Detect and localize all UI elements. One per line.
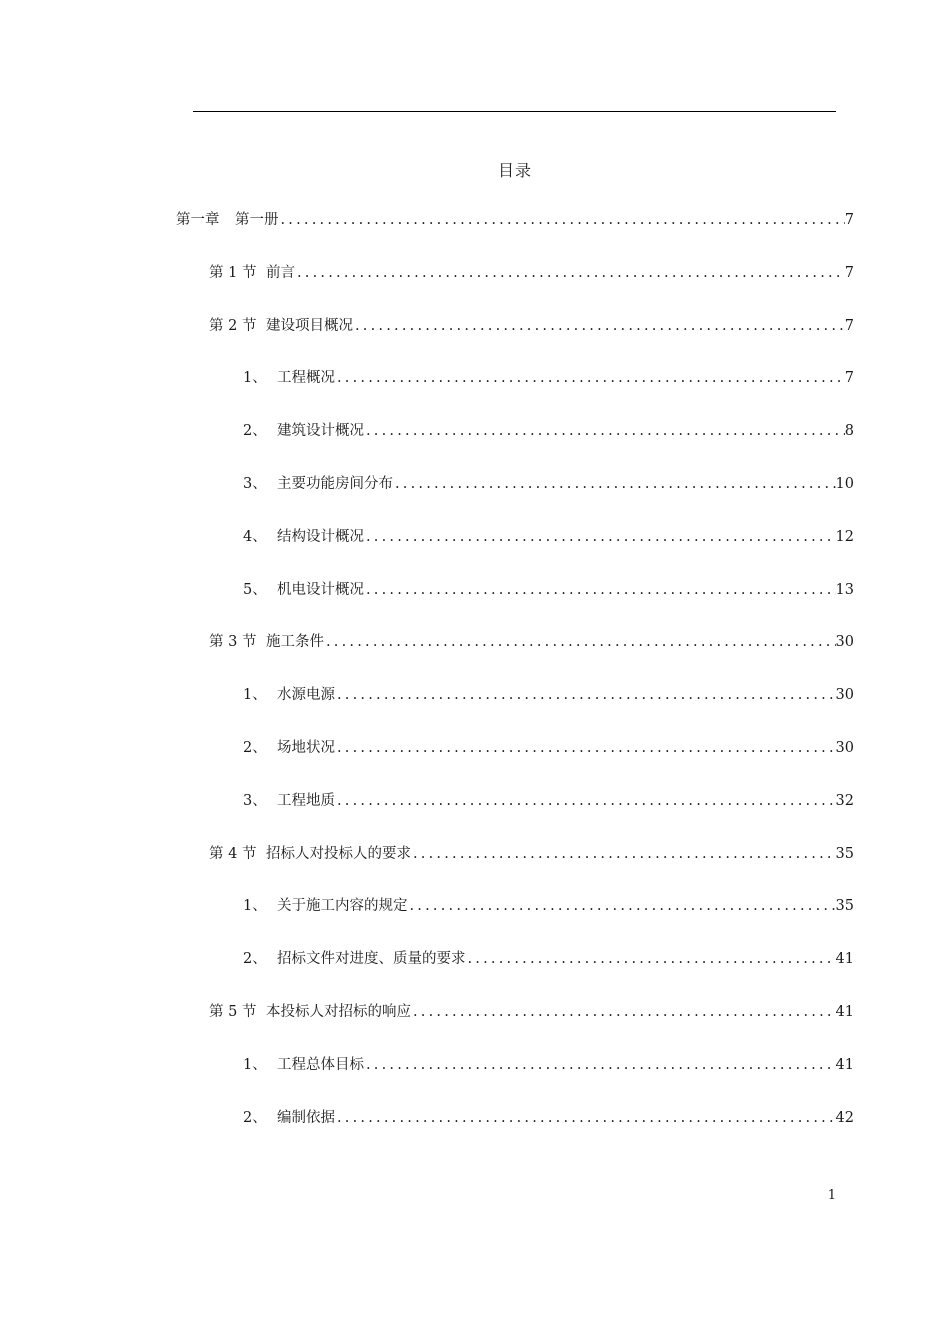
toc-dot-leader (295, 258, 845, 288)
toc-dot-leader (466, 944, 836, 974)
toc-title: 目录 (497, 161, 532, 180)
toc-entry-page: 41 (835, 1057, 854, 1073)
toc-entry[interactable] (209, 997, 854, 1027)
toc-entry-title: 水源电源 (277, 687, 335, 703)
toc-entry[interactable] (243, 575, 854, 605)
toc-entry-page: 13 (835, 582, 854, 598)
toc-entry-title: 主要功能房间分布 (277, 476, 393, 492)
toc-entry-title: 工程概况 (277, 370, 335, 386)
toc-entry-title: 前言 (266, 265, 295, 281)
toc-entry-number: 第 4 节 (209, 846, 257, 862)
toc-entry[interactable] (243, 469, 854, 499)
toc-entry-number: 第 1 节 (209, 265, 257, 281)
toc-dot-leader (335, 733, 836, 763)
toc-entry[interactable] (243, 786, 854, 816)
toc-entry-title: 施工条件 (266, 634, 324, 650)
toc-entry-page: 30 (835, 740, 854, 756)
toc-entry-page: 30 (835, 687, 854, 703)
toc-dot-leader (324, 627, 836, 657)
toc-entry-title: 建设项目概况 (266, 318, 353, 334)
toc-entry-page: 35 (835, 846, 854, 862)
toc-entry-page: 7 (844, 318, 854, 334)
toc-entry[interactable] (243, 1103, 854, 1133)
toc-entry-title: 招标文件对进度、质量的要求 (277, 951, 466, 967)
toc-entry[interactable] (243, 680, 854, 710)
toc-dot-leader (279, 205, 845, 235)
toc-entry[interactable] (243, 733, 854, 763)
toc-entry-number: 第 2 节 (209, 318, 257, 334)
page-number: 1 (827, 1188, 836, 1203)
toc-entry-page: 7 (844, 212, 854, 228)
toc-entry-number: 1、 (243, 1057, 267, 1073)
toc-entry[interactable] (243, 416, 854, 446)
toc-entry-title: 结构设计概况 (277, 529, 364, 545)
toc-dot-leader (411, 839, 836, 869)
toc-entry-title: 本投标人对招标的响应 (266, 1004, 411, 1020)
toc-entry-page: 41 (835, 1004, 854, 1020)
toc-entry-page: 41 (835, 951, 854, 967)
toc-dot-leader (364, 416, 845, 446)
toc-entry-title: 第一册 (235, 212, 279, 228)
toc-dot-leader (364, 522, 836, 552)
toc-entry-title: 场地状况 (277, 740, 335, 756)
toc-entry-page: 12 (835, 529, 854, 545)
toc-entry-page: 30 (835, 634, 854, 650)
toc-dot-leader (364, 575, 836, 605)
toc-entry-number: 3、 (243, 476, 267, 492)
toc-dot-leader (335, 363, 845, 393)
toc-entry-number: 第 3 节 (209, 634, 257, 650)
toc-entry[interactable] (209, 627, 854, 657)
toc-entry-page: 7 (844, 265, 854, 281)
toc-entry[interactable] (209, 839, 854, 869)
toc-entry-number: 1、 (243, 687, 267, 703)
toc-entry-title: 关于施工内容的规定 (277, 898, 408, 914)
toc-entry-number: 5、 (243, 582, 267, 598)
toc-entry-title: 工程地质 (277, 793, 335, 809)
toc-entry-number: 3、 (243, 793, 267, 809)
toc-entry-number: 2、 (243, 1110, 267, 1126)
toc-entry-page: 42 (835, 1110, 854, 1126)
toc-entry-number: 2、 (243, 740, 267, 756)
toc-entry-number: 1、 (243, 898, 267, 914)
toc-entry-number: 2、 (243, 951, 267, 967)
toc-entry-title: 建筑设计概况 (277, 423, 364, 439)
toc-dot-leader (364, 1050, 836, 1080)
toc-entry-page: 10 (835, 476, 854, 492)
toc-entry-page: 7 (844, 370, 854, 386)
toc-entry-title: 招标人对投标人的要求 (266, 846, 411, 862)
toc-entry[interactable] (243, 1050, 854, 1080)
toc-entry[interactable] (243, 891, 854, 921)
toc-entry-title: 工程总体目标 (277, 1057, 364, 1073)
toc-dot-leader (353, 311, 845, 341)
toc-dot-leader (335, 1103, 836, 1133)
toc-dot-leader (408, 891, 836, 921)
toc-entry-number: 第 5 节 (209, 1004, 257, 1020)
toc-entry[interactable] (243, 363, 854, 393)
toc-entry[interactable] (176, 205, 854, 235)
toc-entry-number: 1、 (243, 370, 267, 386)
toc-entry-number: 4、 (243, 529, 267, 545)
toc-entry[interactable] (243, 522, 854, 552)
toc-dot-leader (335, 680, 836, 710)
toc-dot-leader (411, 997, 836, 1027)
toc-entry-page: 35 (835, 898, 854, 914)
toc-entry-page: 8 (844, 423, 854, 439)
toc-dot-leader (393, 469, 836, 499)
toc-entry-title: 机电设计概况 (277, 582, 364, 598)
toc-entry-number: 2、 (243, 423, 267, 439)
toc-entry-number: 第一章 (176, 212, 220, 228)
toc-entry-title: 编制依据 (277, 1110, 335, 1126)
header-rule (193, 111, 836, 112)
toc-dot-leader (335, 786, 836, 816)
toc-entry[interactable] (209, 311, 854, 341)
toc-entry[interactable] (243, 944, 854, 974)
toc-entry-page: 32 (835, 793, 854, 809)
toc-entry[interactable] (209, 258, 854, 288)
